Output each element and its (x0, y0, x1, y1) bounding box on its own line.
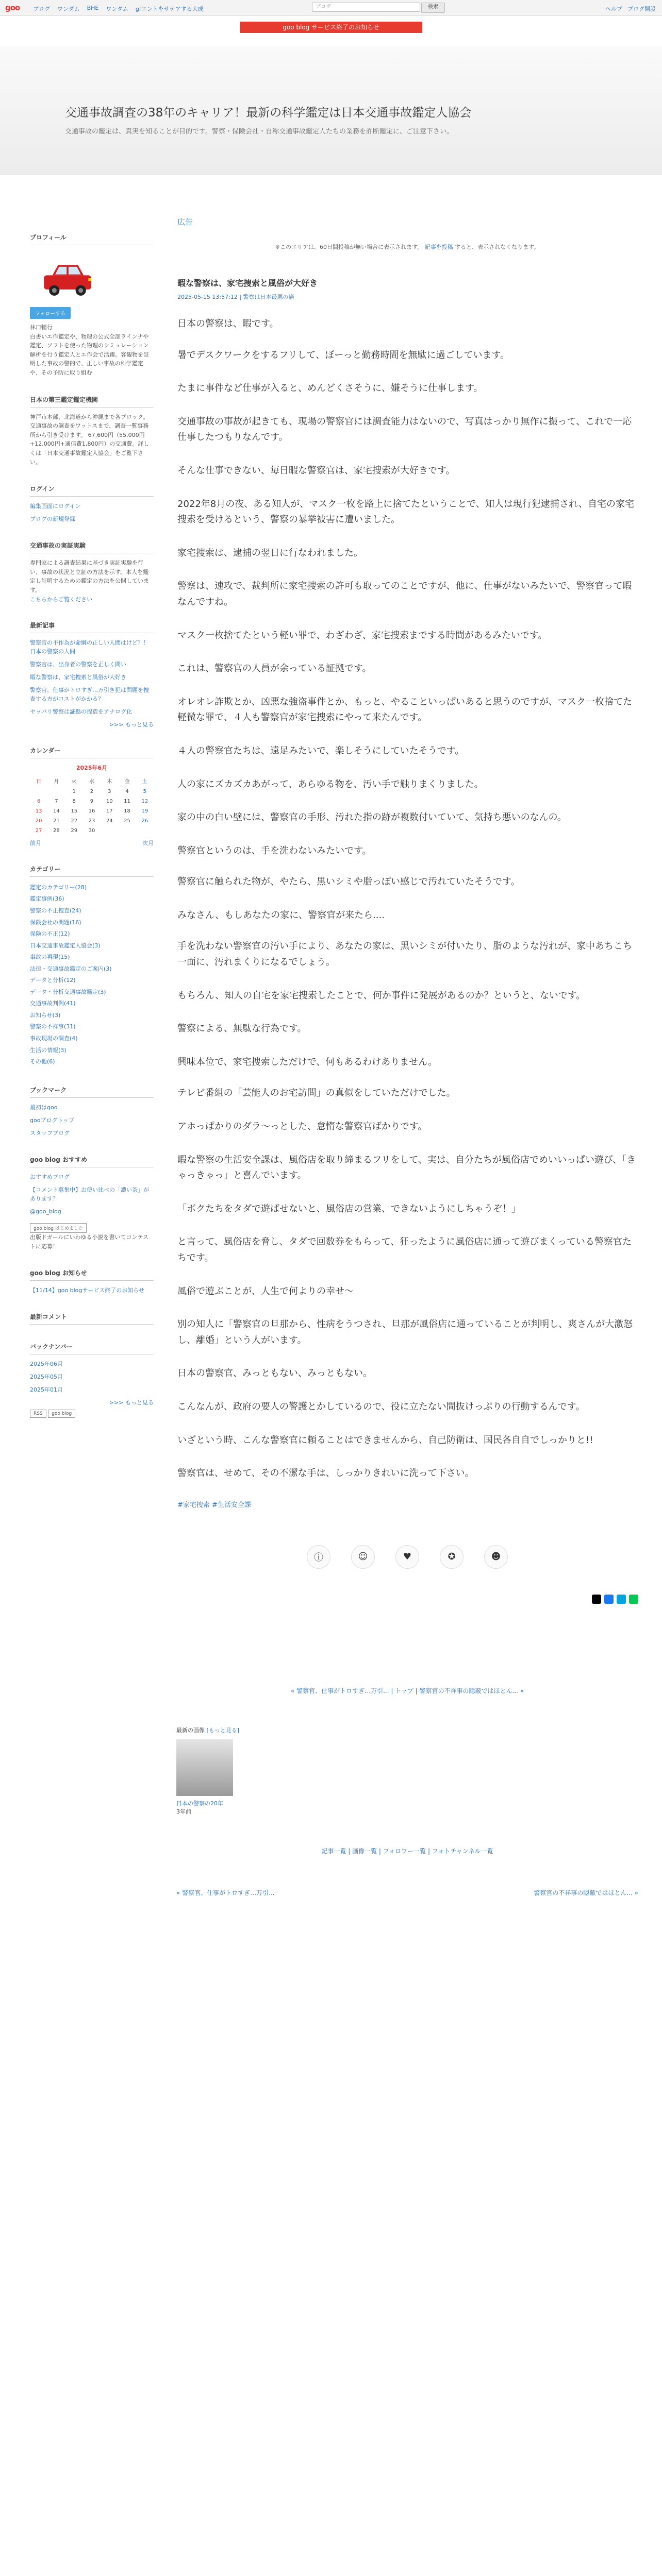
top-nav (33, 5, 204, 13)
reaction-button[interactable]: ✪ (440, 1545, 464, 1569)
red-car-icon (39, 255, 96, 301)
post-paragraph: 交通事故の事故が起きても、現場の警察官には調査能力はないので、写真はっかり無作に撮って、これで一応仕事したつもりなんです。 (177, 416, 632, 443)
post-body (176, 316, 638, 1482)
japan-heading: 日本の第三鑑定鑑定機関 (30, 395, 154, 408)
top-nav-wandam[interactable]: ワンダム (57, 6, 80, 12)
calendar-day: 1 (72, 788, 76, 794)
line-share-icon[interactable] (629, 1595, 638, 1604)
goo-recommend-link[interactable]: 【コメント募集中】お使い比べの「濃い茶」があります？ (30, 1186, 149, 1202)
calendar-day (47, 787, 65, 796)
post-paragraph: 2022年8月の夜、ある知人が、マスク一枚を路上に捨てたということで、知人は現行犯逮捕され、自宅の家宅捜索を受けるという、警察の暴挙被害に遭いました。 (177, 498, 634, 526)
backnumber-more-link[interactable]: >>> もっと見る (109, 1399, 154, 1406)
calendar-weekday-row (30, 775, 154, 787)
recent-posts-block (30, 621, 154, 728)
post-paragraph: テレビ番組の「芸能人のお宅訪問」の真似をしていただけでした。 (177, 1088, 456, 1099)
top-bar (0, 0, 662, 16)
calendar-day (136, 826, 154, 836)
top-nav-wandam-2[interactable]: ワンダム (106, 6, 128, 12)
goo-blog-badge[interactable]: goo blog はじめました (30, 1223, 87, 1233)
research-text: 専門家による調査結果に基づき実証実験を行い、事故の状況と立証の方法を示す。本人を鑑定し証明するための鑑定の方法を公開しています。 (30, 560, 149, 594)
calendar-day: 2 (90, 788, 94, 794)
research-link[interactable]: こちらからご覧ください (30, 596, 92, 603)
recent-images (176, 1726, 638, 1816)
calendar-day: 7 (55, 798, 58, 804)
calendar-weekday: 金 (124, 778, 130, 785)
follow-button[interactable]: フォローする (30, 307, 71, 319)
post-paragraph: 警察官は、せめて、その不潔な手は、しっかりきれいに洗って下さい。 (177, 1468, 474, 1479)
calendar-weekday: 土 (142, 778, 147, 785)
research-heading: 交通事故の実証実験 (30, 541, 154, 553)
share-buttons (176, 1595, 638, 1604)
post-paragraph: アホっぱかりのダラ〜っとした、怠惰な警察官ばかりです。 (177, 1121, 427, 1132)
calendar-day (101, 826, 118, 836)
archive-links[interactable]: 記事一覧 | 画像一覧 | フォロワー一覧 | フォトチャンネル一覧 (321, 1847, 493, 1855)
next-post-link[interactable]: 警察官の不祥事の隠蔽ではほとん... » (534, 1889, 638, 1896)
post-paragraph: 日本の警察官、みっともない、みっともない。 (177, 1368, 372, 1379)
post-paragraph: と言って、風俗店を脅し、タダで回数券をもらって、狂ったように風俗店に通って遊びまくっている警察官たちです。 (177, 1236, 632, 1263)
post-paragraph: 風俗で遊ぶことが、人生で何よりの幸せ〜 (177, 1285, 354, 1297)
bookmark-link[interactable]: 最初はgoo (30, 1104, 58, 1111)
post-paragraph: 興味本位で、家宅捜索しただけで、何もあるわけありません。 (177, 1056, 438, 1067)
profile-heading: プロフィール (30, 233, 154, 245)
calendar-day: 22 (71, 818, 78, 824)
post-meta[interactable]: 2025-05-15 13:57:12 | 警察は日本最悪の癌 (177, 294, 294, 300)
japan-block (30, 395, 154, 467)
japan-text: 神戸市本部、北海道から沖縄まで各ブロック。交通事故の調査をワットスまで、調査一覧事務所から引き受けます。 67,600円（55,000円+12,000円+通信費1,800円）の交通費。詳しくは「日本交通事故鑑定人協会」をご覧下さい。 (30, 413, 150, 466)
goo-small-badge[interactable]: goo blog (48, 1410, 75, 1418)
profile-text: 白書いエ作鑑定や、物理の公式全部ラインナや鑑定、ソフトを使った物理のシミュレーション解析を行う鑑定人とエ作会で活躍。客観物を証明した事故の警的で、正しい事故の科学鑑定や、その予防に取り組む (30, 333, 149, 376)
goo-logo[interactable]: goo (5, 3, 20, 12)
calendar-weekday: 日 (36, 778, 42, 785)
goo-notice-link[interactable]: 【11/14】goo blogサービス終了のお知らせ (30, 1287, 145, 1294)
backnumber-link[interactable]: 2025年01月 (30, 1386, 63, 1394)
calendar-day (30, 787, 47, 796)
backnumber-link[interactable]: 2025年05月 (30, 1374, 63, 1381)
calendar-day: 21 (53, 818, 60, 824)
calendar-week (30, 806, 154, 816)
post-paragraph: 暇な警察の生活安全課は、風俗店を取り締まるフリをして、実は、自分たちが風俗店でめいいっぱい遊び、「きゃっきゃっ」と喜んでいます。 (177, 1154, 636, 1181)
calendar-day: 18 (124, 808, 130, 814)
goo-caption: 出版ドガールにいわゆる小説を書いてコンテストに応募！ (30, 1234, 149, 1250)
notice-tail: すると、表示されなくなります。 (455, 244, 540, 250)
recent-images-more[interactable]: [もっと見る] (206, 1726, 240, 1734)
post-paragraph: 警察官というのは、手を洗わないみたいです。 (177, 845, 372, 856)
calendar-day: 30 (88, 827, 95, 834)
notice-text: ※このエリアは、60日間投稿が無い場合に表示されます。 (275, 244, 423, 250)
calendar-prev-link[interactable]: 前月 (30, 839, 41, 846)
top-right-links (605, 5, 656, 13)
category-link[interactable]: 生活の情報(3) (30, 1046, 67, 1054)
post-paragraph: 日本の警察は、暇です。 (177, 318, 279, 329)
calendar-week (30, 787, 154, 796)
calendar-month: 2025年6月 (76, 764, 108, 771)
backnumber-heading: バックナンバー (30, 1342, 154, 1354)
login-block (30, 484, 154, 523)
ad-label[interactable]: 広告 (177, 217, 193, 227)
recent-post-link[interactable]: 警察官、仕事がトロすぎ…万引き犯は問題を捜査する方がコストがかかる？ (30, 686, 149, 702)
hatena-share-icon[interactable] (617, 1595, 626, 1604)
category-link[interactable]: データと分析(12) (30, 977, 76, 984)
calendar-day (118, 826, 136, 836)
post-tags[interactable]: #家宅捜索 #生活安全課 (177, 1501, 251, 1509)
search-button[interactable]: 検索 (421, 3, 445, 13)
category-link[interactable]: 法律・交通事故鑑定のご案内(3) (30, 965, 112, 972)
recent-image-thumb[interactable] (176, 1739, 233, 1796)
top-nav-bhe[interactable]: BHE (87, 5, 99, 11)
category-link[interactable]: 保険会社の問題(16) (30, 919, 81, 926)
blog-register-link[interactable]: ブログの新規登録 (30, 516, 75, 523)
search-input[interactable]: ブログ (312, 3, 420, 12)
category-link[interactable]: 事故現場の調査(4) (30, 1035, 78, 1042)
recent-post-link[interactable]: 警察官は、出身者の警察を正しく問い (30, 660, 126, 668)
category-link[interactable]: 鑑定のカテゴリー(28) (30, 884, 87, 891)
reaction-button[interactable]: ☺ (351, 1545, 375, 1569)
calendar-day: 4 (125, 788, 129, 794)
recent-post-link[interactable]: ヤッパリ警察は証拠の捏造をアナログ化 (30, 708, 132, 715)
backnumber-block (30, 1342, 154, 1418)
calendar-day: 26 (141, 818, 148, 824)
recent-comment-block (30, 1312, 154, 1325)
post-paragraph: 警察による、無駄な行為です。 (177, 1023, 307, 1035)
goo-recommend-heading: goo blog おすすめ (30, 1155, 154, 1167)
post-paragraph: マスク一枚捨てたという軽い罪で、わざわざ、家宅捜索までする時間があるみたいです。 (177, 630, 548, 641)
recent-post-link[interactable]: 警察官の不作為が命綱の正しい人間はけど？！ 日本の警察の人間 (30, 639, 149, 655)
post-paragraph: 人の家にズカズカあがって、あらゆる物を、汚い手で触りまくりました。 (177, 778, 484, 790)
post-paragraph: みなさん、もしあなたの家に、警察官が来たら.... (177, 909, 385, 921)
reaction-button[interactable]: ♥ (395, 1545, 419, 1569)
post-paragraph: 警察官に触られた物が、やたら、黒いシミや脂っぽい感じで汚れていたそうです。 (177, 876, 520, 888)
sidebar (30, 233, 154, 1435)
category-link[interactable]: その他(6) (30, 1058, 55, 1065)
post-title[interactable]: 暇な警察は、家宅捜索と風俗が大好き (177, 278, 318, 288)
category-link[interactable]: 事故の再現(15) (30, 954, 70, 961)
bookmark-link[interactable]: gooブログトップ (30, 1116, 75, 1124)
calendar-weekday: 水 (89, 778, 94, 785)
category-link[interactable]: データ・分析交通事故鑑定(3) (30, 988, 106, 995)
goo-notice-block (30, 1268, 154, 1295)
calendar-day: 9 (90, 798, 94, 804)
calendar-day: 6 (37, 798, 41, 804)
reaction-buttons (176, 1545, 638, 1569)
calendar-table (30, 775, 154, 836)
calendar-week (30, 796, 154, 806)
post-paragraph: こんなんが、政府の要人の警護とかしているので、役に立たない間抜けっぷりの行動するんです。 (177, 1401, 585, 1412)
calendar-day: 24 (106, 818, 113, 824)
profile-name: 林口暢行 (30, 324, 53, 331)
post-paragraph: たまに事件など仕事が入ると、めんどくさそうに、嫌そうに仕事します。 (177, 383, 483, 394)
calendar-day: 10 (106, 798, 113, 804)
calendar-day: 14 (53, 808, 60, 814)
bottom-pager (176, 1888, 638, 1897)
thumb-caption[interactable]: 日本の警察の20年 (176, 1800, 223, 1807)
post-paragraph: ４人の警察官たちは、遠足みたいで、楽しそうにしていたそうです。 (177, 745, 465, 756)
bookmark-block (30, 1086, 154, 1138)
post-paragraph: 手を洗わない警察官の汚い手により、あなたの家は、黒いシミが付いたり、脂のような汚れが、家中あちこち一面に、汚れまくりになるでしょう。 (177, 941, 632, 968)
post-paragraph: 「ボクたちをタダで遊ばせないと、風俗店の営業、できないようにしちゃうぞ！」 (177, 1203, 521, 1214)
category-link[interactable]: お知らせ(3) (30, 1011, 61, 1019)
login-link[interactable]: 編集画面にログイン (30, 503, 81, 510)
facebook-share-icon[interactable] (604, 1595, 614, 1604)
calendar-heading: カレンダー (30, 746, 154, 758)
category-block (30, 865, 154, 1068)
category-link[interactable]: 日本交通事故鑑定人協会(3) (30, 942, 101, 949)
category-link[interactable]: 警察の不正捜査(24) (30, 907, 81, 914)
post-paragraph: これは、警察官の人員が余っている証拠です。 (177, 663, 372, 674)
calendar-day: 19 (141, 808, 148, 814)
calendar-nav (30, 839, 154, 847)
post-paragraph: そんな仕事できない、毎日暇な警察官は、家宅捜索が大好きです。 (177, 465, 455, 476)
goo-recommend-block (30, 1155, 154, 1251)
calendar-day: 17 (106, 808, 113, 814)
post-paragraph: もちろん、知人の自宅を家宅捜索したことで、何か事件に発展があるのか？というと、ないです。 (177, 990, 586, 1001)
category-heading: カテゴリー (30, 865, 154, 877)
calendar-weekday: 火 (71, 778, 77, 785)
calendar-day: 3 (108, 788, 111, 794)
recent-posts-heading: 最新記事 (30, 621, 154, 633)
goo-notice-heading: goo blog お知らせ (30, 1268, 154, 1281)
calendar-week (30, 826, 154, 836)
top-nav-blog[interactable]: ブログ (33, 6, 50, 12)
category-link[interactable]: 鑑定事例(36) (30, 895, 64, 903)
recent-post-link[interactable]: 暇な警察は、家宅捜索と風俗が大好き (30, 673, 126, 681)
reaction-button[interactable]: ☻ (484, 1545, 508, 1569)
site-description: 交通事故の鑑定は、真実を知ることが目的です。警察・保険会社・自称交通事故鑑定人たちの業務を許断鑑定に、ご注意下さい。 (65, 128, 453, 135)
category-link[interactable]: 交通事故判例(41) (30, 1000, 76, 1007)
post-paragraph: 暑でデスクワークをするフリして、ぼーっと勤務時間を無駄に過ごしています。 (177, 349, 510, 361)
calendar-day: 25 (124, 818, 130, 824)
prev-post-link[interactable]: « 警察官、仕事がトロすぎ…万引... (176, 1889, 275, 1896)
reaction-button[interactable]: ⓘ (307, 1545, 330, 1569)
post-article-link[interactable]: 記事を投稿 (424, 244, 453, 250)
top-nav-event[interactable]: gfエントをサテアする大成 (135, 6, 204, 12)
post-paragraph: いざという時、こんな警察官に頼ることはできませんから、自己防衛は、国民各自自でしっかりと!! (177, 1434, 593, 1446)
backnumber-link[interactable]: 2025年06月 (30, 1361, 63, 1368)
bookmark-link[interactable]: スタッフブログ (30, 1129, 70, 1137)
recent-more-link[interactable]: >>> もっと見る (109, 721, 154, 728)
calendar-week (30, 816, 154, 826)
post-paragraph: オレオレ詐欺とか、凶悪な強盗事件とか、もっと、やることいっぱいあると思うのですが、マスク一枚捨てた軽微な罪で、４人も警察官が家宅捜索にやって来たんです。 (177, 696, 632, 723)
goo-recommend-link[interactable]: おすすめブログ (30, 1173, 70, 1180)
post-paragraph: 警察は、速攻で、裁判所に家宅捜索の許可も取ってのことですが、他に、仕事がないみたいで、警察官って暇なんですね。 (177, 581, 632, 607)
recent-comment-heading: 最新コメント (30, 1312, 154, 1325)
inactive-notice (176, 243, 638, 251)
x-share-icon[interactable] (592, 1595, 601, 1604)
calendar-block (30, 746, 154, 847)
calendar-day: 16 (88, 808, 95, 814)
thumb-date: 3年前 (176, 1808, 191, 1815)
main-content (176, 216, 638, 1897)
calendar-day: 23 (88, 818, 95, 824)
calendar-day: 15 (71, 808, 78, 814)
login-heading: ログイン (30, 484, 154, 497)
recent-images-heading: 最新の画像 (176, 1726, 205, 1734)
post-paragraph: 家宅捜索は、逮捕の翌日に行なわれました。 (177, 547, 363, 558)
bookmark-heading: ブックマーク (30, 1086, 154, 1098)
calendar-weekday: 月 (54, 778, 59, 785)
blog-signup-link[interactable]: ブログ開設 (627, 6, 656, 12)
calendar-day: 27 (35, 827, 42, 834)
site-title[interactable]: 交通事故調査の38年のキャリア！最新の科学鑑定は日本交通事故鑑定人協会 (65, 106, 472, 120)
service-end-banner[interactable]: goo blog サービス終了のお知らせ (240, 22, 422, 33)
calendar-day: 20 (35, 818, 42, 824)
post-pager[interactable]: « 警察官、仕事がトロすぎ…万引... | トップ | 警察官の不祥事の隠蔽ではほとん... » (290, 1687, 524, 1694)
calendar-day: 28 (53, 827, 60, 834)
calendar-day: 29 (71, 827, 78, 834)
category-link[interactable]: 警察の不祥事(31) (30, 1023, 76, 1030)
rss-badge[interactable]: RSS (30, 1410, 46, 1418)
category-link[interactable]: 保険の不正(12) (30, 930, 70, 938)
goo-twitter-link[interactable]: @goo_blog (30, 1208, 61, 1215)
calendar-day: 12 (141, 798, 148, 804)
help-link[interactable]: ヘルプ (605, 6, 622, 12)
calendar-day: 11 (124, 798, 130, 804)
post-paragraph: 別の知人に「警察官の旦那から、性病をうつされ、旦那が風俗店に通っていることが判明し、爽さんが大激怒し、離婚」という人がいます。 (177, 1319, 633, 1346)
calendar-weekday: 木 (107, 778, 112, 785)
research-block (30, 541, 154, 603)
profile-block (30, 233, 154, 378)
calendar-day: 5 (143, 788, 147, 794)
post-paragraph: 家の中の白い壁には、警察官の手形、汚れた指の跡が複数付いていて、気持ち悪いのなんの。 (177, 812, 567, 823)
calendar-day: 8 (72, 798, 76, 804)
calendar-next-link[interactable]: 次月 (142, 839, 154, 846)
calendar-day: 13 (35, 808, 42, 814)
